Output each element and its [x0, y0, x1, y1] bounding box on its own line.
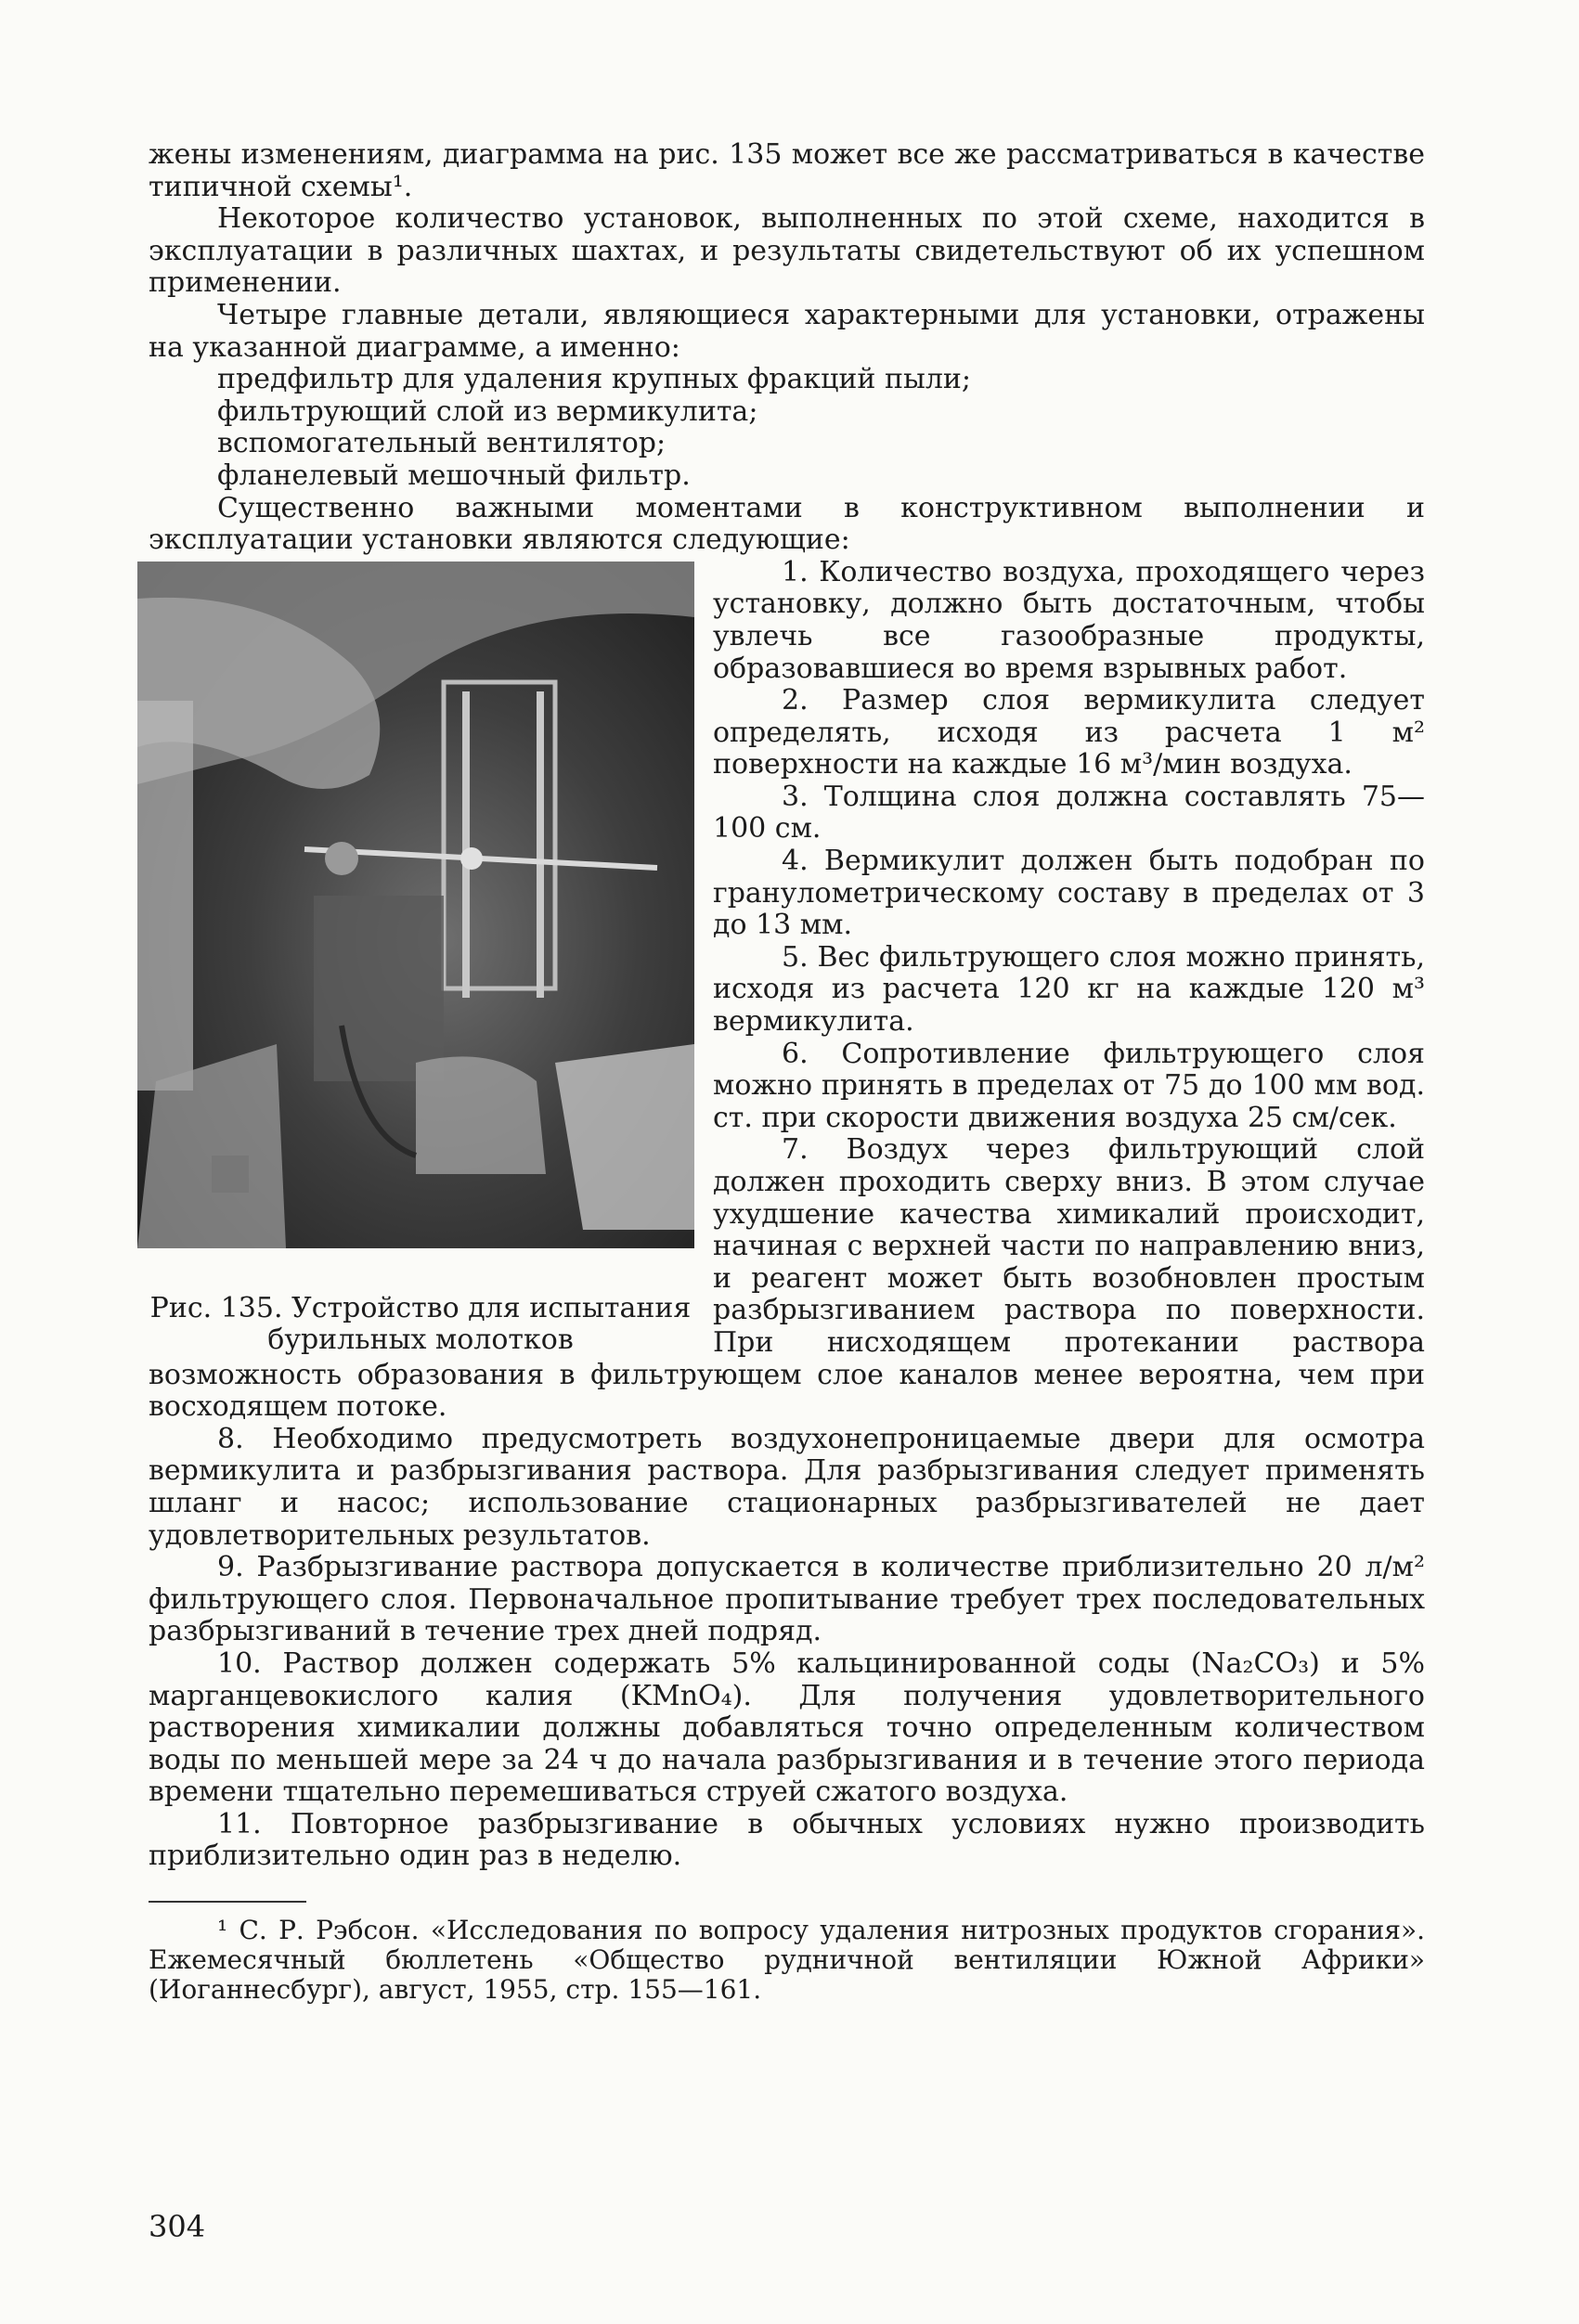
paragraph-intro-points: Существенно важными моментами в конструктивном выполнении и эксплуатации установки являются следующие:: [149, 491, 1425, 557]
paragraph-main-details: Четыре главные детали, являющиеся характерными для установки, отражены на указанной диаграмме, а именно:: [149, 298, 1425, 364]
point-9: 9. Разбрызгивание раствора допускается в количестве приблизительно 20 л/м² фильтрующего слоя. Первоначальное пропитывание требует трех последовательных разбрызгиваний в течение трех дней подряд.: [149, 1551, 1425, 1648]
list-item: фильтрующий слой из вермикулита;: [217, 394, 758, 428]
point-6: 6. Сопротивление фильтрующего слоя можно принять в пределах от 75 до 100 мм вод. ст. при скорости движения воздуха 25 см/сек.: [713, 1037, 1425, 1134]
list-item: вспомогательный вентилятор;: [217, 427, 667, 460]
point-8: 8. Необходимо предусмотреть воздухонепроницаемые двери для осмотра вермикулита и разбрызгивания раствора. Для разбрызгивания следует применять шланг и насос; использование стационарных разбрызгивателей не дает удовлетворительных результатов.: [149, 1422, 1425, 1552]
point-5: 5. Вес фильтрующего слоя можно принять, исходя из расчета 120 кг на каждые 120 м³ вермикулита.: [713, 940, 1425, 1039]
paragraph-installations: Некоторое количество установок, выполненных по этой схеме, находится в эксплуатации в различных шахтах, и результаты свидетельствуют об их успешном применении.: [149, 202, 1425, 300]
details-list: [217, 364, 1425, 492]
point-11: 11. Повторное разбрызгивание в обычных условиях нужно производить приблизительно один раз в неделю.: [149, 1807, 1425, 1873]
photo-drill-testing-device: [137, 562, 694, 1248]
footnote-text: ¹ С. Р. Рэбсон. «Исследования по вопросу удаления нитрозных продуктов сгорания». Ежемесячный бюллетень «Общество рудничной вентиляции Южной Африки» (Иоганнесбург), август, 1955, стр. 155—161.: [149, 1915, 1425, 2006]
point-10: 10. Раствор должен содержать 5% кальцинированной соды (Na₂CO₃) и 5% марганцевокислого калия (KMnO₄). Для получения удовлетворительного растворения химикалии должны добавляться точно определенным количеством воды по меньшей мере за 24 ч до начала разбрызгивания и в течение этого периода времени тщательно перемешиваться струей сжатого воздуха.: [149, 1646, 1425, 1809]
point-1: 1. Количество воздуха, проходящего через установку, должно быть достаточным, чтобы увлечь все газообразные продукты, образовавшиеся во время взрывных работ.: [713, 555, 1425, 685]
list-item: фланелевый мешочный фильтр.: [217, 458, 691, 492]
point-4: 4. Вермикулит должен быть подобран по гранулометрическому составу в пределах от 3 до 13 мм.: [713, 845, 1425, 942]
page-number: 304: [149, 2209, 206, 2244]
footnote: [149, 1916, 1425, 2005]
point-3: 3. Толщина слоя должна составлять 75—100 см.: [713, 780, 1425, 846]
list-item: предфильтр для удаления крупных фракций пыли;: [217, 363, 971, 396]
figure-135: [137, 557, 694, 1356]
page-body: [149, 139, 1425, 2005]
point-7: 7. Воздух через фильтрующий слой должен проходить сверху вниз. В этом случае ухудшение качества химикалий происходит, начиная с верхней части по направлению вниз, и реагент может быть возобновлен простым разбрызгиванием раствора по поверхности. При нисходящем протекании раствора возможность образования в фильтрующем слое каналов менее вероятна, чем при восходящем потоке.: [149, 1133, 1425, 1424]
point-2: 2. Размер слоя вермикулита следует определять, исходя из расчета 1 м² поверхности на каждые 16 м³/мин воздуха.: [713, 684, 1425, 781]
footnote-divider: [149, 1901, 306, 1903]
paragraph-continuation: жены изменениям, диаграмма на рис. 135 может все же рассматриваться в качестве типичной схемы¹.: [149, 138, 1425, 203]
figure-caption: Рис. 135. Устройство для испытания бурильных молотков: [149, 1291, 692, 1356]
